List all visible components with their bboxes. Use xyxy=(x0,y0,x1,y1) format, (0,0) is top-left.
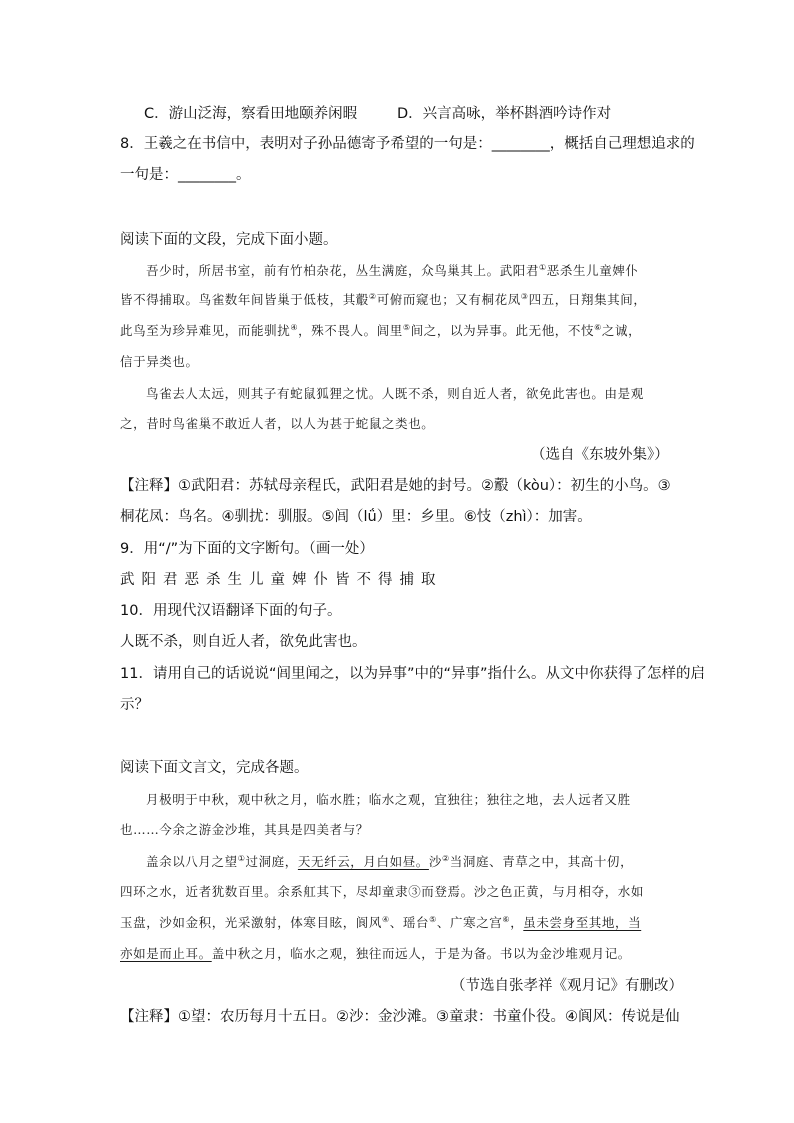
passage2-line3: 此鸟至为珍异难见，而能驯扰④，殊不畏人。闾里⑤间之，以为异事。此无他，不忮⑥之诚， xyxy=(120,322,642,338)
passage2-para2-line2: 之，昔时鸟雀巢不敢近人者，以人为甚于蛇鼠之类也。 xyxy=(120,416,435,431)
option-d: D．兴言高咏，举杯斟酒吟诗作对 xyxy=(397,106,612,122)
passage2-source: （选自《东坡外集》） xyxy=(531,447,669,463)
underlined-sentence-1: 天无纤云，月白如昼。 xyxy=(297,854,429,869)
passage2-para2-line1: 鸟雀去人太远，则其子有蛇鼠狐狸之忧。人既不杀，则自近人者，欲免此害也。由是观 xyxy=(146,386,644,401)
passage3-para2-line2: 四环之水，近者犹数百里。余系舡其下，尽却童隶③而登焉。沙之色正黄，与月相夺，水如 xyxy=(120,884,645,899)
passage3-line1: 月极明于中秋，观中秋之月，临水胜；临水之观，宜独往；独往之地，去人远者又胜 xyxy=(146,792,631,807)
question-10-text: 人既不杀，则自近人者，欲免此害也。 xyxy=(120,634,367,650)
question-8-line2: 一句是：________。 xyxy=(120,167,251,183)
question-11-line2: 示？ xyxy=(120,697,149,713)
section2-intro: 阅读下面的文段，完成下面小题。 xyxy=(120,232,338,248)
underlined-sentence-2a: 虽未尝身至其地，当 xyxy=(523,915,642,930)
passage3-para2-line3: 玉盘，沙如金积，光采激射，体寒目眩，阆风④、瑶台⑤、广寒之宫⑥，虽未尝身至其地，当 xyxy=(120,914,642,930)
passage3-notes-line1: 【注释】①望：农历每月十五日。②沙：金沙滩。③童隶：书童仆役。④阆风：传说是仙 xyxy=(120,1009,680,1025)
passage3-para2-line4: 亦如是而止耳。盖中秋之月，临水之观，独往而远人，于是为备。书以为金沙堆观月记。 xyxy=(120,946,631,961)
passage2-line4: 信于异类也。 xyxy=(120,354,199,369)
option-c: C．游山泛海，察看田地颐养闲暇 xyxy=(144,106,358,122)
passage2-notes-line1: 【注释】①武阳君：苏轼母亲程氏，武阳君是她的封号。②鷇（kòu）：初生的小鸟。③ xyxy=(120,478,671,494)
question-9: 9．用“/”为下面的文字断句。（画一处） xyxy=(120,541,374,557)
passage2-line1: 吾少时，所居书室，前有竹柏杂花，丛生满庭，众鸟巢其上。武阳君①恶杀生儿童婢仆 xyxy=(146,262,639,278)
passage3-para2-line1: 盖余以八月之望①过洞庭，天无纤云，月白如昼。沙②当洞庭、青草之中，其高十仞， xyxy=(146,853,634,869)
question-10: 10．用现代汉语翻译下面的句子。 xyxy=(120,603,342,619)
passage3-source: （节选自张孝祥《观月记》有删改） xyxy=(451,978,683,994)
passage2-notes-line2: 桐花凤：鸟名。④驯扰：驯服。⑤闾（lǘ）里：乡里。⑥忮（zhì）：加害。 xyxy=(120,509,592,525)
underlined-sentence-2b: 亦如是而止耳。 xyxy=(120,946,212,961)
question-8-line1: 8．王羲之在书信中，表明对子孙品德寄予希望的一句是：________，概括自己理想追求的 xyxy=(120,136,695,152)
passage3-line2: 也……今余之游金沙堆，其具是四美者与？ xyxy=(120,822,369,837)
question-11-line1: 11．请用自己的话说说“闾里闻之，以为异事”中的“异事”指什么。从文中你获得了怎样的启 xyxy=(120,666,705,682)
section3-intro: 阅读下面文言文，完成各题。 xyxy=(120,760,309,776)
passage2-line2: 皆不得捕取。鸟雀数年间皆巢于低枝，其鷇②可俯而窥也；又有桐花凤③四五，日翔集其间， xyxy=(120,291,647,307)
question-9-text: 武阳君恶杀生儿童婢仆皆不得捕取 xyxy=(120,572,443,588)
